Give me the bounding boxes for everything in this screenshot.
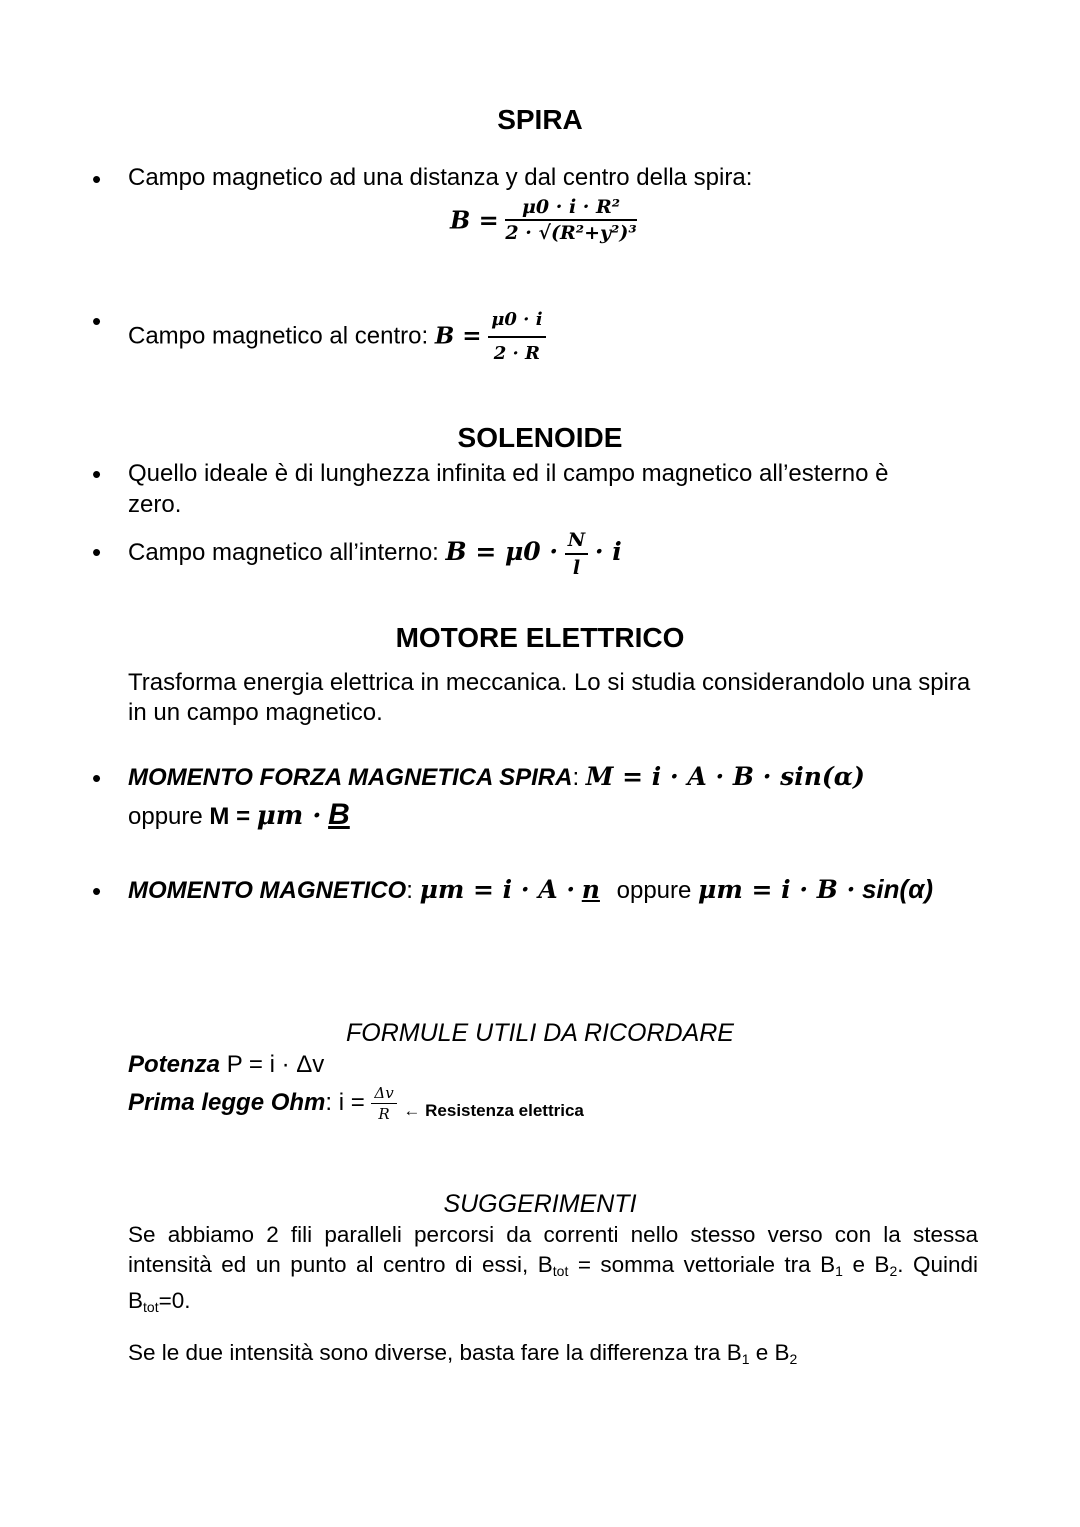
text: =0. [158,1288,191,1313]
motore-title: MOTORE ELETTRICO [395,622,685,653]
motore-intro-line2: in un campo magnetico. [128,699,383,726]
text: e B [842,1252,890,1277]
fraction-numerator: N [565,528,588,555]
fraction-denominator: l [572,556,581,579]
ohm-note: ← Resistenza elettrica [403,1101,584,1120]
ohm-line [128,1080,584,1134]
spira-distance-formula [450,196,637,244]
momento-magnetico-formula-2: μm = i · B · [698,875,856,904]
subscript: tot [143,1299,159,1315]
formula-rhs: · i [594,537,622,566]
fraction [371,1084,396,1123]
momento-forza-line: MOMENTO FORZA MAGNETICA SPIRA: M = i · A · B · sin(α) [128,762,865,791]
momento-forza-alt-line [128,800,350,832]
formula-lhs: M = [209,803,251,830]
formula-lhs: B = [434,322,482,350]
bullet-dot: • [92,763,102,793]
fraction-numerator: μ0 · i · R² [505,196,636,221]
spira-center-label: Campo magnetico al centro: [128,322,429,350]
vector-n: n [581,875,600,904]
text: = somma vettoriale tra B [568,1252,836,1277]
text: Se le due intensità sono diverse, basta fare la differenza tra B [128,1340,742,1365]
ohm-label: Prima legge Ohm [128,1089,326,1116]
fraction-denominator: 2 · R [493,343,541,364]
momento-magnetico-line: MOMENTO MAGNETICO: μm = i · A · n oppure μm = i · B · sin(α) [128,874,933,904]
fraction [565,528,588,580]
text: . Quindi B [128,1252,978,1313]
solenoide-title: SOLENOIDE [457,422,623,453]
momento-magnetico-label: MOMENTO MAGNETICO [128,877,407,904]
solenoide-internal-text [128,524,622,581]
solenoide-ideal-line2: zero. [128,491,182,518]
solenoide-internal-label: Campo magnetico all’interno: [128,539,439,566]
formula-lhs: B = [450,205,499,235]
bullet-dot: • [92,306,102,336]
potenza-label: Potenza [128,1051,221,1078]
bullet-dot: • [92,164,102,194]
ohm-lhs: : i = [325,1089,365,1116]
or-text: oppure [128,803,203,830]
bullet-dot: • [92,459,102,489]
mu-m: μm · [256,801,322,831]
potenza-formula: P = i · Δv [226,1051,325,1078]
or-text: oppure [616,877,692,904]
fraction-numerator: μ0 · i [488,305,545,338]
fraction [488,305,545,369]
suggerimenti-paragraph-1 [128,1220,978,1322]
suggerimenti-paragraph-2 [128,1338,797,1374]
text: e B [749,1340,790,1365]
formule-title: FORMULE UTILI DA RICORDARE [345,1019,734,1047]
fraction-denominator: 2 · √(R²+y²)³ [505,222,637,244]
subscript: 2 [889,1263,898,1279]
sin-alpha: sin(α) [861,874,933,904]
subscript: 2 [789,1351,798,1367]
fraction-numerator: Δv [371,1084,396,1104]
subscript: 1 [835,1263,843,1279]
momento-forza-formula: M = i · A · B · sin(α) [585,762,865,791]
spira-center-text [128,305,546,369]
subscript: 1 [741,1351,750,1367]
text: Se abbiamo 2 fili paralleli percorsi da correnti nello stesso verso con la stessa intensità ed un punto al centro di essi, B [128,1222,978,1277]
momento-forza-label: MOMENTO FORZA MAGNETICA SPIRA [128,764,573,791]
motore-intro-line1: Trasforma energia elettrica in meccanica. Lo si studia considerandolo una spira [128,669,971,696]
subscript: tot [552,1263,569,1279]
formula-lhs: B = μ0 · [445,537,559,566]
momento-magnetico-formula: μm = i · A · [419,875,576,904]
fraction [505,196,636,244]
potenza-line [128,1050,324,1080]
spira-distance-text: Campo magnetico ad una distanza y dal centro della spira: [128,164,753,191]
bullet-dot: • [92,876,102,906]
bullet-dot: • [92,537,102,567]
vector-b: B [328,798,350,831]
spira-title: SPIRA [497,104,583,135]
suggerimenti-title: SUGGERIMENTI [443,1190,637,1218]
solenoide-ideal-line1: Quello ideale è di lunghezza infinita ed il campo magnetico all’esterno è [128,460,889,487]
fraction-denominator: R [378,1105,390,1124]
